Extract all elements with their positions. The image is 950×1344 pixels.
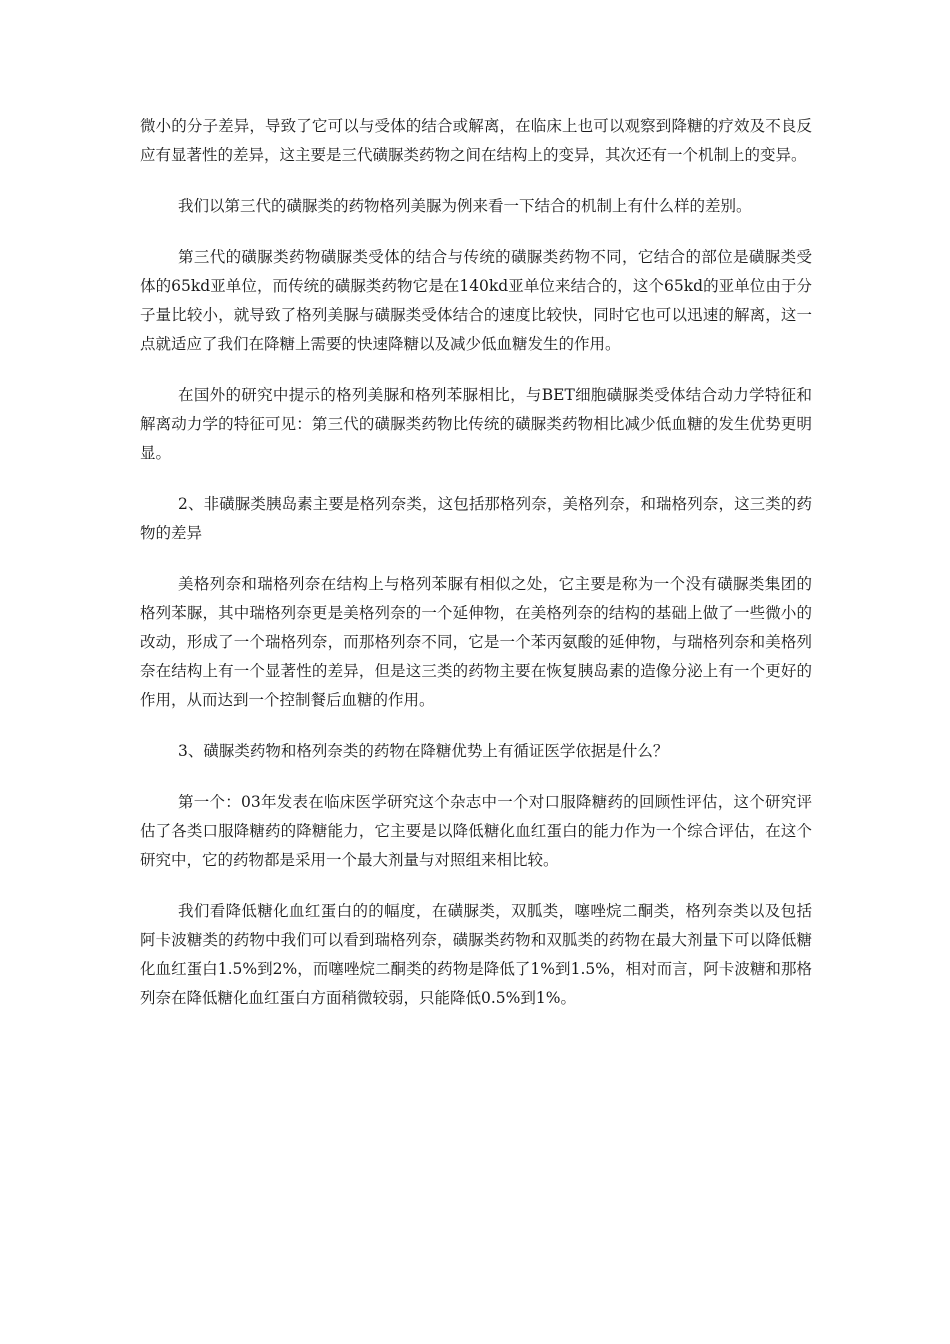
paragraph-glinides-structure: 美格列奈和瑞格列奈在结构上与格列苯脲有相似之处，它主要是称为一个没有磺脲类集团的格列苯脲，其中瑞格列奈更是美格列奈的一个延伸物，在美格列奈的结构的基础上做了一些微小的改动，形成了一个瑞格列奈，而那格列奈不同，它是一个苯丙氨酸的延伸物，与瑞格列奈和美格列奈在结构上有一个显著性的差异，但是这三类的药物主要在恢复胰岛素的造像分泌上有一个更好的作用，从而达到一个控制餐后血糖的作用。 bbox=[140, 575, 812, 709]
section-heading-3: 3、磺脲类药物和格列奈类的药物在降糖优势上有循证医学依据是什么？ bbox=[178, 742, 669, 760]
paragraph-hba1c-reduction: 我们看降低糖化血红蛋白的的幅度，在磺脲类，双胍类，噻唑烷二酮类，格列奈类以及包括阿卡波糖类的药物中我们可以看到瑞格列奈，磺脲类药物和双胍类的药物在最大剂量下可以降低糖化血红蛋白1.5%到2%，而噻唑烷二酮类的药物是降低了1%到1.5%，相对而言，阿卡波糖和那格列奈在降低糖化血红蛋白方面稍微较弱，只能降低0.5%到1%。 bbox=[140, 902, 812, 1007]
document-body bbox=[140, 112, 812, 1035]
paragraph-continuation: 微小的分子差异，导致了它可以与受体的结合或解离，在临床上也可以观察到降糖的疗效及不良反应有显著性的差异，这主要是三代磺脲类药物之间在结构上的变异，其次还有一个机制上的变异。 bbox=[140, 117, 812, 164]
paragraph-foreign-research: 在国外的研究中提示的格列美脲和格列苯脲相比，与BET细胞磺脲类受体结合动力学特征和解离动力学的特征可见：第三代的磺脲类药物比传统的磺脲类药物相比减少低血糖的发生优势更明显。 bbox=[140, 386, 812, 462]
section-heading-2: 2、非磺脲类胰岛素主要是格列奈类，这包括那格列奈，美格列奈，和瑞格列奈，这三类的药物的差异 bbox=[140, 495, 812, 542]
paragraph-first-study: 第一个：03年发表在临床医学研究这个杂志中一个对口服降糖药的回顾性评估，这个研究评估了各类口服降糖药的降糖能力，它主要是以降低糖化血红蛋白的能力作为一个综合评估，在这个研究中，它的药物都是采用一个最大剂量与对照组来相比较。 bbox=[140, 793, 812, 869]
paragraph-third-generation-binding: 第三代的磺脲类药物磺脲类受体的结合与传统的磺脲类药物不同，它结合的部位是磺脲类受体的65kd亚单位，而传统的磺脲类药物它是在140kd亚单位来结合的，这个65kd的亚单位由于分子量比较小，就导致了格列美脲与磺脲类受体结合的速度比较快，同时它也可以迅速的解离，这一点就适应了我们在降糖上需要的快速降糖以及减少低血糖发生的作用。 bbox=[140, 248, 812, 353]
paragraph-glimepiride-intro: 我们以第三代的磺脲类的药物格列美脲为例来看一下结合的机制上有什么样的差别。 bbox=[178, 197, 752, 215]
